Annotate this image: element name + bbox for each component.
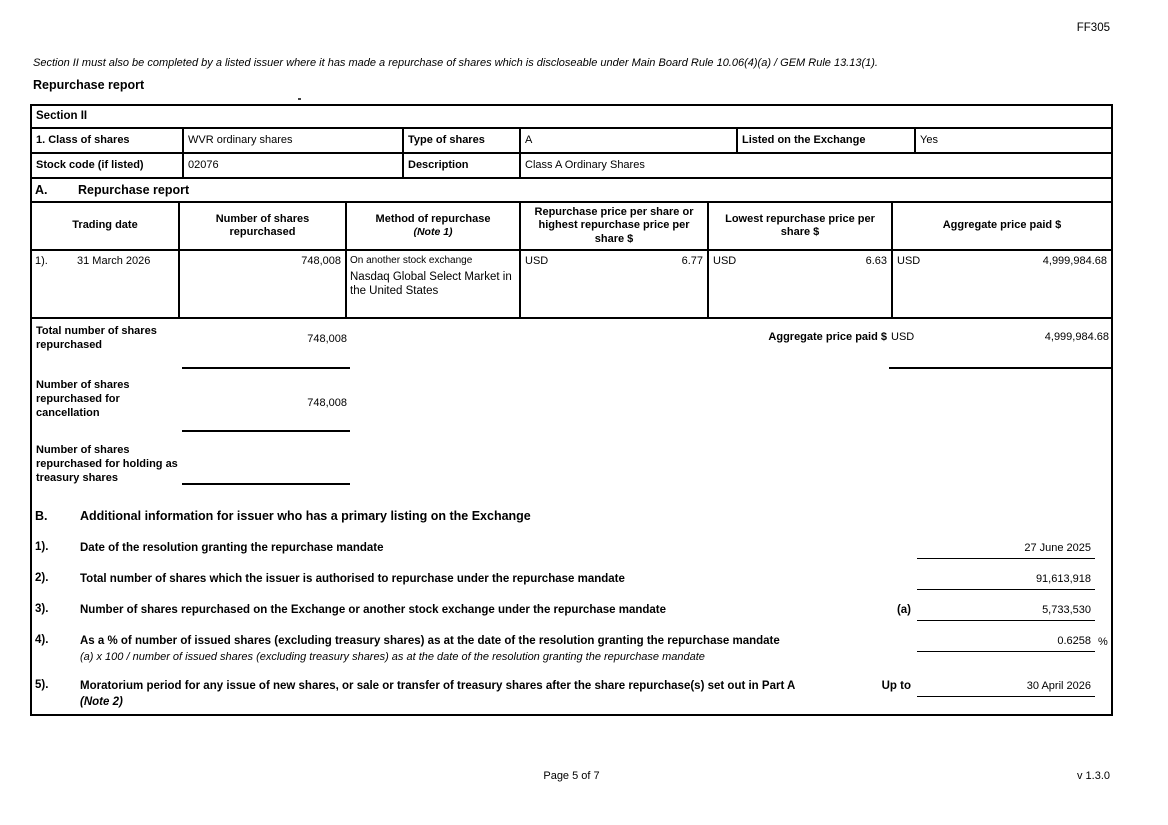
total-shares-row	[32, 319, 1111, 369]
total-shares-label: Total number of shares repurchased	[36, 325, 157, 351]
percent-sign: %	[1098, 636, 1108, 648]
item-note-2: (Note 2)	[80, 696, 123, 709]
totals-section	[32, 319, 1111, 485]
spacer	[350, 432, 1111, 485]
high-price-value: 6.77	[681, 255, 703, 267]
treasury-row	[32, 432, 1111, 485]
up-to-label: Up to	[881, 680, 911, 693]
cancellation-label: Number of shares repurchased for cancellation	[36, 379, 130, 419]
stock-code-label: Stock code (if listed)	[32, 154, 184, 177]
method-cell	[347, 251, 521, 317]
suffix-spacer	[1095, 679, 1109, 681]
item-text: Date of the resolution granting the repurchase mandate	[80, 542, 384, 554]
suffix-spacer	[1095, 541, 1109, 543]
col-trading-date: Trading date	[32, 203, 180, 249]
repurchase-table-header	[32, 203, 1111, 251]
repurchase-table-row	[32, 251, 1111, 319]
class-of-shares-row	[32, 129, 1111, 154]
col-method-label: Method of repurchase	[375, 213, 491, 226]
type-of-shares-label: Type of shares	[404, 129, 521, 152]
cancellation-value: 748,008	[182, 369, 350, 432]
col-method	[347, 203, 521, 249]
part-a-title: Repurchase report	[78, 183, 190, 197]
aggregate-currency: USD	[897, 255, 921, 267]
trading-date-value: 31 March 2026	[77, 255, 151, 267]
row-number: 1).	[35, 255, 48, 267]
aggregate-paid-value: 4,999,984.68	[1044, 331, 1109, 343]
item-value-area	[917, 541, 1109, 559]
item-text: Number of shares repurchased on the Exchange or another stock exchange under the repurchase mandate	[80, 604, 667, 616]
section2-form-box	[30, 104, 1113, 716]
item-text-main: As a % of number of issued shares (excluding treasury shares) as at the date of the resolution granting the repurchase mandate	[80, 635, 780, 647]
item-value-area	[882, 679, 1109, 697]
moratorium-date-value: 30 April 2026	[917, 679, 1095, 697]
moratorium-item	[35, 679, 1109, 710]
high-price-cell	[521, 251, 709, 317]
version-label: v 1.3.0	[1076, 770, 1110, 782]
item-text-main: Moratorium period for any issue of new shares, or sale or transfer of treasury shares after the share repurchase(s) set out in Part A	[80, 680, 796, 693]
shares-under-mandate-value: 5,733,530	[917, 603, 1095, 621]
suffix-spacer	[1095, 603, 1109, 605]
listed-on-exchange-label: Listed on the Exchange	[738, 129, 916, 152]
spacer	[350, 319, 768, 369]
method-exchange: Nasdaq Global Select Market in the United States	[350, 271, 512, 298]
item-value-area	[917, 634, 1109, 652]
item-value-area	[897, 603, 1109, 621]
cancellation-row	[32, 369, 1111, 432]
part-b-title: Additional information for issuer who has a primary listing on the Exchange	[80, 509, 531, 523]
description-label: Description	[404, 154, 521, 177]
item-number: 3).	[35, 603, 49, 615]
authorised-shares-item	[35, 572, 1109, 590]
total-shares-value: 748,008	[182, 319, 350, 369]
stock-code-value: 02076	[184, 154, 404, 177]
low-price-currency: USD	[713, 255, 737, 267]
percentage-item	[35, 634, 1109, 664]
item-formula-note: (a) x 100 / number of issued shares (excluding treasury shares) as at the date of the resolution granting the repurchase mandate	[80, 650, 705, 663]
part-a-heading	[32, 179, 1111, 203]
low-price-cell	[709, 251, 893, 317]
trading-date-cell	[32, 251, 180, 317]
item-a-marker: (a)	[896, 604, 911, 616]
part-b-letter: B.	[35, 509, 48, 523]
item-number: 1).	[35, 541, 49, 553]
treasury-value	[182, 432, 350, 485]
stray-mark	[298, 98, 301, 100]
col-high-price: Repurchase price per share or highest repurchase price per share $	[521, 203, 709, 249]
col-low-price: Lowest repurchase price per share $	[709, 203, 893, 249]
item-text	[80, 679, 882, 710]
item-number: 2).	[35, 572, 49, 584]
low-price-value: 6.63	[865, 255, 887, 267]
aggregate-paid-currency: USD	[891, 331, 915, 343]
aggregate-value: 4,999,984.68	[1042, 255, 1107, 267]
description-value: Class A Ordinary Shares	[525, 159, 645, 171]
page-number: Page 5 of 7	[543, 770, 600, 782]
stock-code-row	[32, 154, 1111, 179]
report-title: Repurchase report	[33, 78, 145, 92]
aggregate-paid-label: Aggregate price paid $	[768, 331, 887, 343]
listed-on-exchange-value: Yes	[920, 134, 938, 146]
shares-under-mandate-item	[35, 603, 1109, 621]
percentage-value: 0.6258	[917, 634, 1095, 652]
intro-instruction-text: Section II must also be completed by a listed issuer where it has made a repurchase of shares which is discloseable under Main Board Rule 10.06(4)(a) / GEM Rule 13.13(1).	[33, 57, 878, 69]
spacer	[350, 369, 1111, 432]
method-type: On another stock exchange	[350, 255, 473, 266]
class-of-shares-label: 1. Class of shares	[32, 129, 184, 152]
high-price-currency: USD	[525, 255, 549, 267]
col-shares-repurchased: Number of shares repurchased	[180, 203, 347, 249]
item-value-area	[917, 572, 1109, 590]
part-b-heading	[35, 509, 1109, 523]
mandate-date-value: 27 June 2025	[917, 541, 1095, 559]
suffix-spacer	[1095, 572, 1109, 574]
mandate-date-item	[35, 541, 1109, 559]
authorised-shares-value: 91,613,918	[917, 572, 1095, 590]
item-text: Total number of shares which the issuer is authorised to repurchase under the repurchase mandate	[80, 573, 625, 585]
col-method-note: (Note 1)	[413, 226, 453, 239]
shares-repurchased-cell: 748,008	[180, 251, 347, 317]
treasury-label: Number of shares repurchased for holding as treasury shares	[36, 444, 178, 484]
section2-header: Section II	[32, 106, 1111, 129]
item-number: 5).	[35, 679, 49, 692]
item-text	[80, 634, 917, 664]
part-a-letter: A.	[35, 183, 48, 197]
class-of-shares-value: WVR ordinary shares	[184, 129, 404, 152]
aggregate-price-cell	[893, 251, 1111, 317]
part-b-section	[32, 485, 1111, 710]
item-number: 4).	[35, 634, 49, 646]
col-aggregate-price: Aggregate price paid $	[942, 219, 1062, 232]
form-code-label: FF305	[1076, 22, 1110, 34]
aggregate-paid-box	[889, 319, 1111, 369]
type-of-shares-value: A	[521, 129, 738, 152]
